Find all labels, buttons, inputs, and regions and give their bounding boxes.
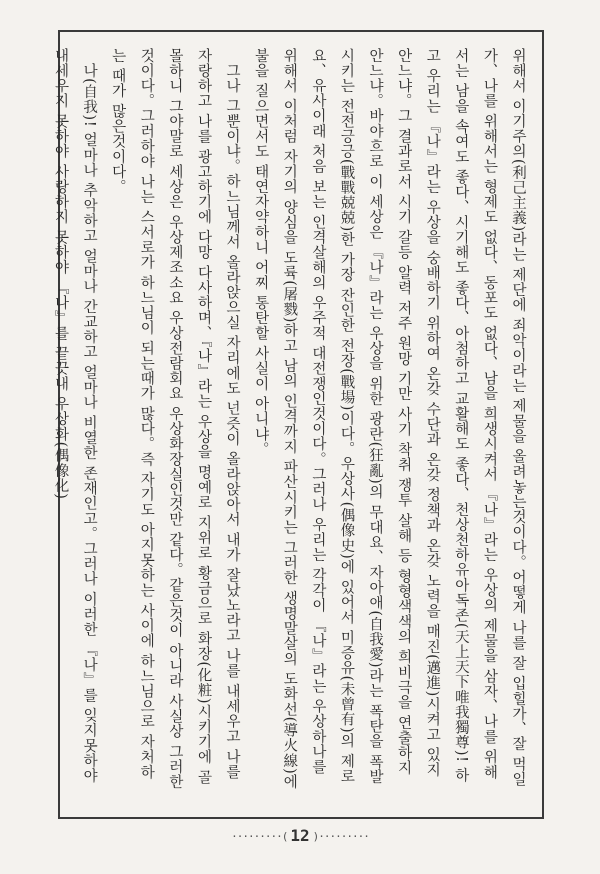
paragraph-3: 나(自我)! 얼마나 추악하고 얼마나 간교하고 얼마나 비열한 존재인고。그러나 이러한 『나』를 잊지못하야 내세우지 못하야 사랑하지 못하야 『나』를 끝끗내 우상화(偶像化) [52,48,98,783]
page-number-value: 12 [290,826,310,845]
page-number-left-decoration: ·········( [231,830,288,843]
paragraph-1: 위해서 이기주의(利己主義)라는 제단에 죄악이라는 제물을 올려놓는것이다。어떻게 나를 잘 입힐가、잘 먹일가、나를 위해서는 형제도 없다、동포도 없다、남을 희생시켜서 『나』라는 우상의 제물을 삼자、나를 위해서는 남을 속여도 좋다、시기해도 좋다、아첨하고 교활해도 좋다、천상천하유아독존(天上天下唯我獨尊)! 하고 우리는 『나』라는 우상을 숭배하기 위하여 온갖 수단과 온갖 정책과 온갖 노력을 매진(邁進)시켜고 있지안느냐。그 결과로서 시기 갈등 알력 저주 원망 기만 사기 착취 쟁투 살해 등 형형색색의 희비극을 연출하지안느냐。바야흐로 이 세상은 『나』라는 우상을 위한 광란(狂亂)의 무대요、자아애(自我愛)라는 폭탄을 폭발시키는 전전긍긍(戰戰兢兢)한 가장 잔인한 전장(戰場)이다。우상사(偶像史)에 있어서 미증유(未曾有)의 제로요、유사이래 처음 보는 인격살해의 우주적 대전쟁인것이다。그러나 우리는 각각이 『나』라는 우상하나를 위해서 이처럼 자기의 양심을 도륙(屠戮)하고 남의 인격까지 파산시키는 그러한 생명말살의 도화선(導火線)에 불을 질으면서도 태연자약하니 어찌 통탄할 사실이 아니냐。 [252,48,526,790]
page-number-right-decoration: )········· [312,830,369,843]
vertical-text-body [52,48,532,790]
page-number [0,826,600,845]
paragraph-2: 그나 그뿐이냐。하느님께서 올라앉으실 자리에도 넌즛이 올라앉아서 내가 잘났노라고 나를 내세우고 나를 자랑하고 나를 광고하기에 다망 다사하며、『나』라는 우상을 명예로 지위로 황금으로 화장(化粧)시키기에 골몰하니 그야말로 세상은 우상제조소요 우상전람회요 우상화장실인것만 같다。같은것이 아니라 사실상 그러한것이다。그러하야 나는 스서로가 하느님이 되는때가 많다。즉 자기도 아지못하는 사이에 하느님으로 자처하는 때가 많은것이다。 [109,48,241,790]
